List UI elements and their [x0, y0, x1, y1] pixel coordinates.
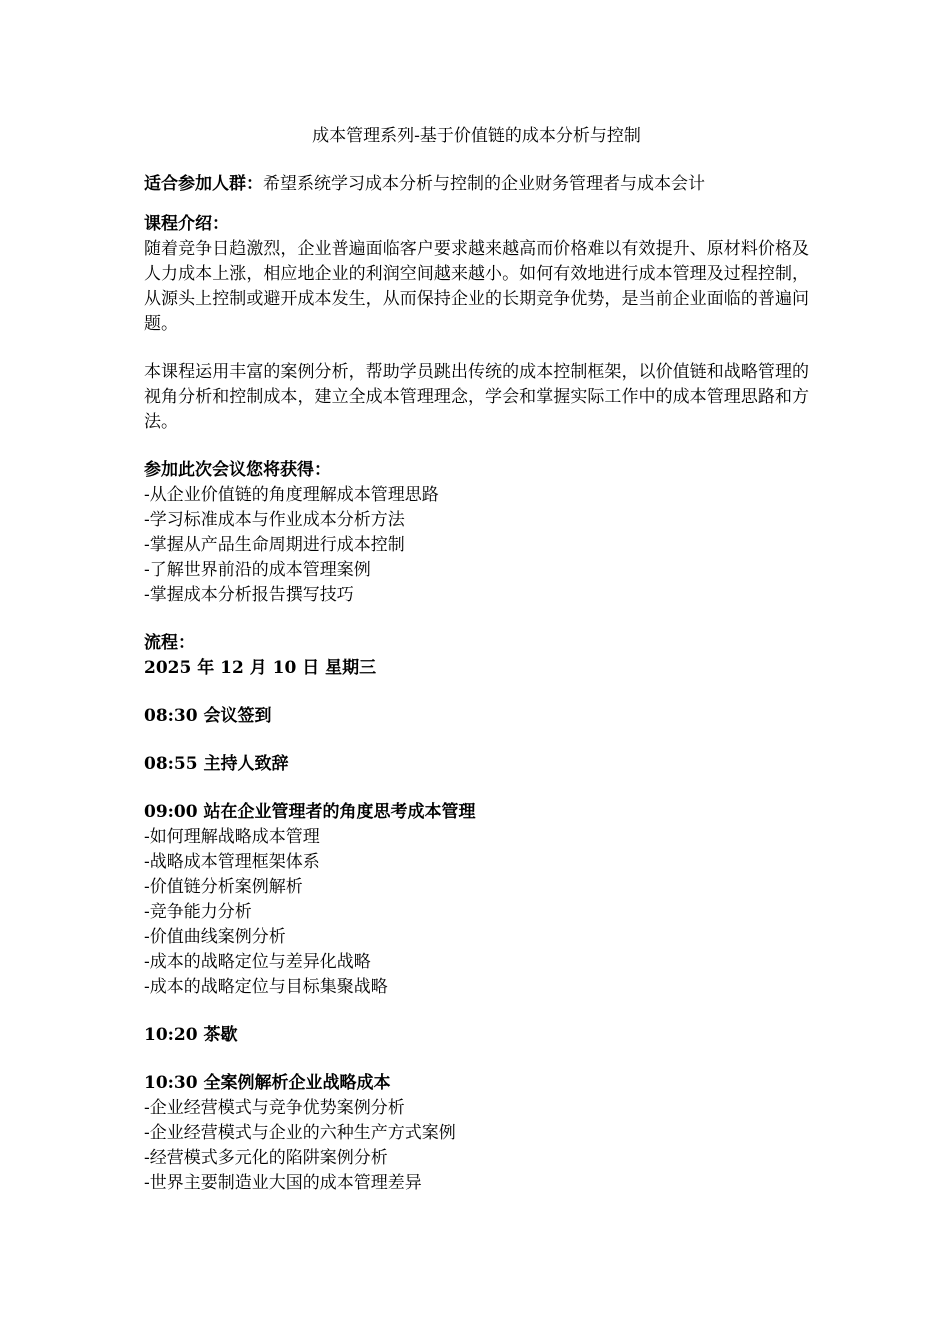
benefits-list	[144, 483, 809, 608]
list-item: -如何理解战略成本管理	[144, 827, 320, 847]
list-item: -企业经营模式与竞争优势案例分析	[144, 1098, 405, 1118]
audience-line	[144, 172, 809, 197]
session-title: 08:55 主持人致辞	[144, 754, 289, 774]
list-item: -价值曲线案例分析	[144, 927, 286, 947]
benefits-heading: 参加此次会议您将获得：	[144, 460, 331, 480]
list-item: -竞争能力分析	[144, 902, 252, 922]
spacer	[144, 608, 809, 631]
spacer	[144, 729, 809, 752]
spacer	[144, 1000, 809, 1023]
spacer	[144, 681, 809, 704]
spacer	[144, 1048, 809, 1071]
session-title: 08:30 会议签到	[144, 706, 272, 726]
list-item: -经营模式多元化的陷阱案例分析	[144, 1148, 388, 1168]
intro-paragraph-1: 随着竞争日趋激烈，企业普遍面临客户要求越来越高而价格难以有效提升、原材料价格及人力成本上涨，相应地企业的利润空间越来越小。如何有效地进行成本管理及过程控制，从源头上控制或避开成本发生，从而保持企业的长期竞争优势，是当前企业面临的普遍问题。	[144, 239, 809, 334]
list-item: -掌握从产品生命周期进行成本控制	[144, 535, 405, 555]
intro-heading: 课程介绍：	[144, 214, 229, 234]
list-item: -价值链分析案例解析	[144, 877, 303, 897]
list-item: -了解世界前沿的成本管理案例	[144, 560, 371, 580]
schedule-date: 2025 年 12 月 10 日 星期三	[144, 658, 377, 678]
session-title: 10:20 茶歇	[144, 1025, 238, 1045]
list-item: -掌握成本分析报告撰写技巧	[144, 585, 354, 605]
list-item: -企业经营模式与企业的六种生产方式案例	[144, 1123, 456, 1143]
session-title: 09:00 站在企业管理者的角度思考成本管理	[144, 802, 476, 822]
spacer	[144, 337, 809, 360]
intro-paragraph-2: 本课程运用丰富的案例分析，帮助学员跳出传统的成本控制框架，以价值链和战略管理的视角分析和控制成本，建立全成本管理理念，学会和掌握实际工作中的成本管理思路和方法。	[144, 362, 809, 432]
session-items	[144, 825, 809, 1000]
audience-text: 希望系统学习成本分析与控制的企业财务管理者与成本会计	[263, 174, 705, 194]
document-title: 成本管理系列-基于价值链的成本分析与控制	[312, 126, 641, 146]
list-item: -战略成本管理框架体系	[144, 852, 320, 872]
spacer	[144, 435, 809, 458]
document-page	[144, 124, 809, 1196]
schedule-heading: 流程：	[144, 633, 195, 653]
audience-label: 适合参加人群：	[144, 174, 263, 194]
list-item: -成本的战略定位与目标集聚战略	[144, 977, 388, 997]
list-item: -成本的战略定位与差异化战略	[144, 952, 371, 972]
spacer	[144, 777, 809, 800]
session-items	[144, 1096, 809, 1196]
session-title: 10:30 全案例解析企业战略成本	[144, 1073, 391, 1093]
list-item: -学习标准成本与作业成本分析方法	[144, 510, 405, 530]
list-item: -世界主要制造业大国的成本管理差异	[144, 1173, 422, 1193]
list-item: -从企业价值链的角度理解成本管理思路	[144, 485, 439, 505]
